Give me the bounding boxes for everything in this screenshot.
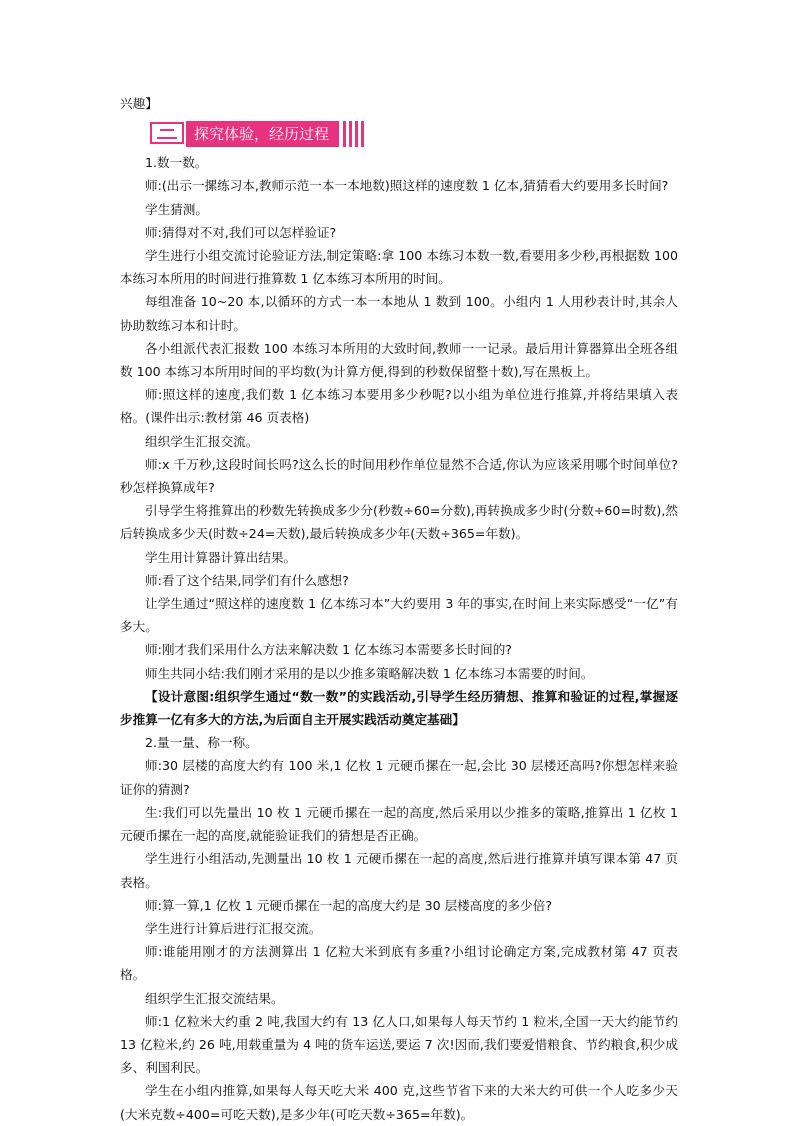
paragraph: 师:猜得对不对,我们可以怎样验证? bbox=[145, 224, 337, 240]
section-heading bbox=[120, 117, 678, 151]
top-fragment: 兴趣】 bbox=[120, 96, 158, 111]
paragraph: 2.量一量、称一称。 bbox=[145, 735, 258, 751]
paragraph: 师:30 层楼的高度大约有 100 米,1 亿枚 1 元硬币摞在一起,会比 30 层楼还高吗?你想怎样来验证你的猜测? bbox=[120, 758, 678, 797]
paragraph: 学生用计算器计算出结果。 bbox=[145, 549, 297, 565]
paragraph: 各小组派代表汇报数 100 本练习本所用的大致时间,教师一一记录。最后用计算器算出全班各组数 100 本练习本所用时间的平均数(为计算方便,得到的秒数保留整十数),写在黑板上。 bbox=[120, 340, 678, 380]
page-content bbox=[120, 92, 678, 1126]
paragraph: 师:看了这个结果,同学们有什么感想? bbox=[145, 572, 349, 588]
design-intent-note: 【设计意图:组织学生通过“数一数”的实践活动,引导学生经历猜想、推算和验证的过程,掌握逐步推算一亿有多大的方法,为后面自主开展实践活动奠定基础】 bbox=[120, 688, 678, 728]
paragraph: 师:谁能用刚才的方法测算出 1 亿粒大米到底有多重?小组讨论确定方案,完成教材第 47 页表格。 bbox=[120, 944, 678, 983]
section-banner bbox=[150, 121, 367, 147]
paragraph: 生:我们可以先量出 10 枚 1 元硬币摞在一起的高度,然后采用以少推多的策略,推算出 1 亿枚 1 元硬币摞在一起的高度,就能验证我们的猜想是否正确。 bbox=[120, 804, 678, 844]
section-title: 探究体验，经历过程 bbox=[186, 121, 339, 147]
paragraph: 师:(出示一摞练习本,教师示范一本一本地数)照这样的速度数 1 亿本,猜猜看大约要用多长时间? bbox=[145, 178, 669, 194]
paragraph: 师:1 亿粒米大约重 2 吨,我国大约有 13 亿人口,如果每人每天节约 1 粒米,全国一天大约能节约 13 亿粒米,约 26 吨,用载重量为 4 吨的货车运送,要运 7 次!因而,我们要爱惜粮食、节约粮食,积少成多、利国利民。 bbox=[120, 1013, 678, 1076]
paragraph: 师生共同小结:我们刚才采用的是以少推多策略解决数 1 亿本练习本需要的时间。 bbox=[145, 665, 594, 681]
paragraph: 引导学生将推算出的秒数先转换成多少分(秒数÷60=分数),再转换成多少时(分数÷60=时数),然后转换成多少天(时数÷24=天数),最后转换成多少年(天数÷365=年数)。 bbox=[120, 503, 678, 542]
paragraph: 师:照这样的速度,我们数 1 亿本练习本要用多少秒呢?以小组为单位进行推算,并将结果填入表格。(课件出示:教材第 46 页表格) bbox=[120, 387, 678, 426]
paragraph: 1.数一数。 bbox=[145, 155, 208, 171]
paragraph: 学生进行计算后进行汇报交流。 bbox=[145, 920, 322, 936]
decorative-stripes-icon bbox=[343, 121, 367, 147]
paragraph: 每组准备 10~20 本,以循环的方式一本一本地从 1 数到 100。小组内 1 人用秒表计时,其余人协助数练习本和计时。 bbox=[120, 294, 678, 333]
paragraph: 组织学生汇报交流。 bbox=[145, 433, 259, 449]
paragraph: 学生进行小组交流讨论验证方法,制定策略:拿 100 本练习本数一数,看要用多少秒,再根据数 100 本练习本所用的时间进行推算数 1 亿本练习本所用的时间。 bbox=[120, 248, 678, 287]
section-number-icon bbox=[150, 122, 184, 144]
paragraph: 学生进行小组活动,先测量出 10 枚 1 元硬币摞在一起的高度,然后进行推算并填写课本第 47 页表格。 bbox=[120, 851, 678, 890]
paragraph: 学生在小组内推算,如果每人每天吃大米 400 克,这些节省下来的大米大约可供一个人吃多少天(大米克数÷400=可吃天数),是多少年(可吃天数÷365=年数)。 bbox=[120, 1083, 678, 1122]
paragraph: 师:x 千万秒,这段时间长吗?这么长的时间用秒作单位显然不合适,你认为应该采用哪个时间单位?秒怎样换算成年? bbox=[120, 456, 678, 496]
paragraph: 师:刚才我们采用什么方法来解决数 1 亿本练习本需要多长时间的? bbox=[145, 642, 512, 658]
paragraph: 组织学生汇报交流结果。 bbox=[145, 990, 284, 1006]
paragraph: 学生猜测。 bbox=[145, 201, 208, 217]
paragraph: 师:算一算,1 亿枚 1 元硬币摞在一起的高度大约是 30 层楼高度的多少倍? bbox=[145, 897, 553, 913]
paragraph: 让学生通过“照这样的速度数 1 亿本练习本”大约要用 3 年的事实,在时间上来实际感受“一亿”有多大。 bbox=[120, 596, 678, 635]
